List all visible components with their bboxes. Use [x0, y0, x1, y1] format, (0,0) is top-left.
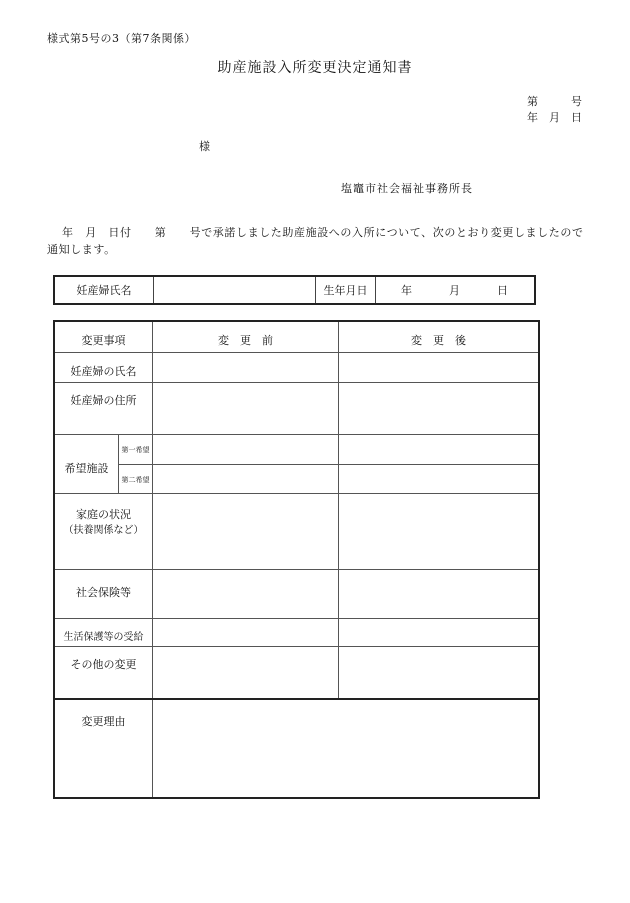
first-choice-after-cell[interactable]	[339, 435, 538, 464]
header-after: 変 更 後	[411, 334, 466, 347]
birthdate-field[interactable]: 年 月 日	[401, 284, 509, 297]
row-label-family: 家庭の状況	[76, 508, 131, 521]
other-before-cell[interactable]	[153, 647, 338, 698]
name-before-cell[interactable]	[153, 353, 338, 382]
row-label-facility: 希望施設	[64, 462, 109, 475]
addressee: 様	[199, 140, 210, 153]
row-label-family-sub: （扶養関係など）	[63, 525, 144, 536]
row-label-other: その他の変更	[70, 658, 137, 671]
row-label-insurance: 社会保険等	[76, 586, 131, 599]
header-change-item: 変更事項	[81, 334, 126, 347]
insurance-before-cell[interactable]	[153, 570, 338, 618]
welfare-before-cell[interactable]	[153, 619, 338, 646]
document-date: 年 月 日	[527, 111, 582, 124]
insurance-after-cell[interactable]	[339, 570, 538, 618]
birthdate-label: 生年月日	[323, 284, 368, 297]
applicant-info-table	[53, 275, 536, 305]
second-choice-after-cell[interactable]	[339, 465, 538, 493]
name-label: 妊産婦氏名	[76, 284, 132, 297]
welfare-after-cell[interactable]	[339, 619, 538, 646]
name-after-cell[interactable]	[339, 353, 538, 382]
document-title: 助産施設入所変更決定通知書	[217, 60, 413, 76]
first-choice-label: 第一希望	[121, 446, 150, 454]
issuer: 塩竈市社会福祉事務所長	[341, 182, 473, 195]
reason-cell[interactable]	[153, 700, 538, 797]
other-after-cell[interactable]	[339, 647, 538, 698]
body-text: 年 月 日付 第 号で承諾しました助産施設への入所について、次のとおり変更しましたので通知します。	[47, 226, 584, 256]
second-choice-before-cell[interactable]	[153, 465, 338, 493]
row-label-welfare: 生活保護等の受給	[63, 632, 144, 643]
second-choice-label: 第二希望	[121, 476, 150, 484]
change-details-table	[53, 320, 540, 799]
document-number: 第 号	[527, 95, 582, 108]
family-after-cell[interactable]	[339, 494, 538, 569]
header-before: 変 更 前	[218, 334, 273, 347]
row-label-reason: 変更理由	[81, 715, 126, 728]
row-label-address: 妊産婦の住所	[70, 394, 137, 407]
family-before-cell[interactable]	[153, 494, 338, 569]
form-number: 様式第5号の3（第7条関係）	[47, 32, 196, 45]
row-label-name: 妊産婦の氏名	[70, 365, 137, 378]
address-before-cell[interactable]	[153, 383, 338, 434]
name-field[interactable]	[154, 277, 315, 303]
first-choice-before-cell[interactable]	[153, 435, 338, 464]
address-after-cell[interactable]	[339, 383, 538, 434]
